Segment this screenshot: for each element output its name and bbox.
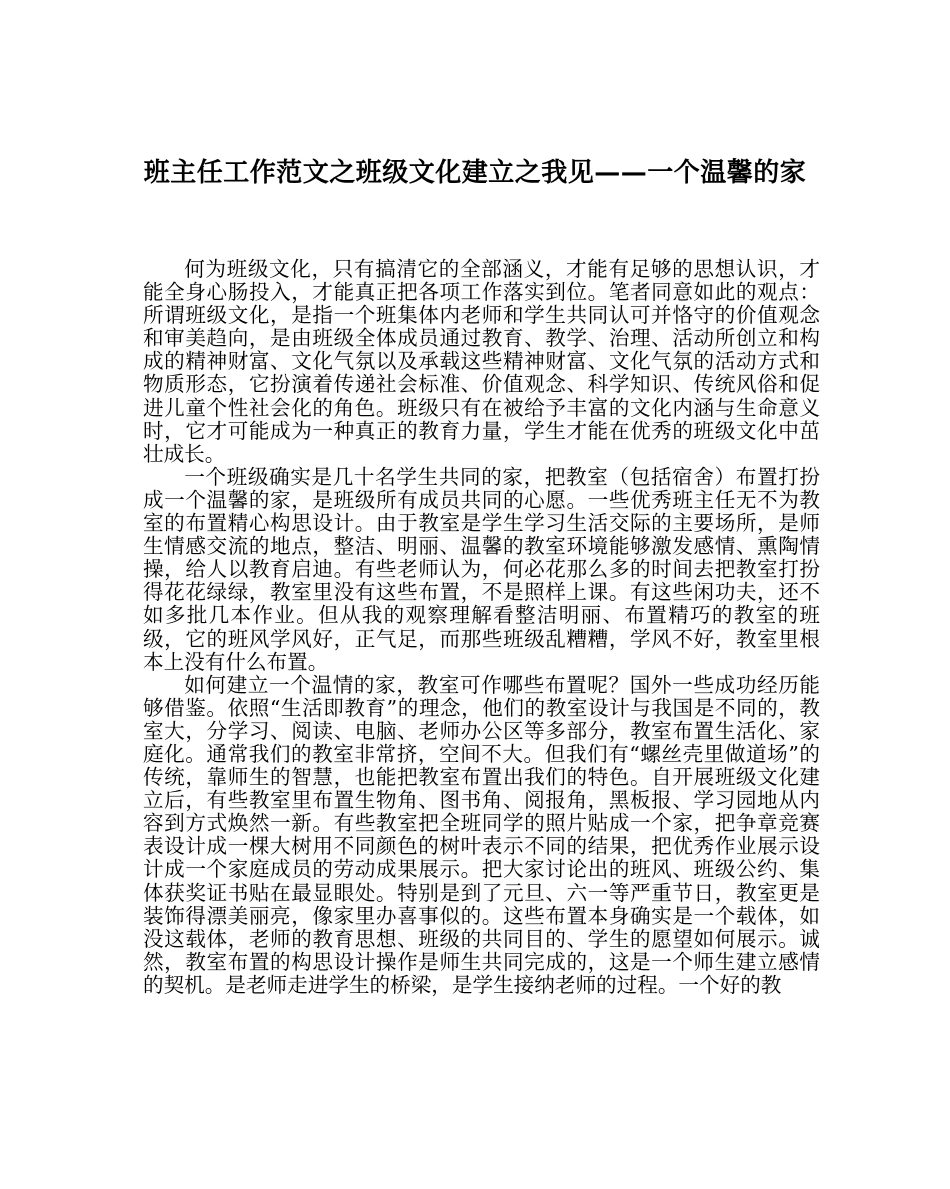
paragraph-2: 一个班级确实是几十名学生共同的家，把教室（包括宿舍）布置打扮成一个温馨的家，是班级所有成员共同的心愿。一些优秀班主任无不为教室的布置精心构思设计。由于教室是学生学习生活交际的主要场所，是师生情感交流的地点，整洁、明丽、温馨的教室环境能够激发感情、熏陶情操，给人以教育启迪。有些老师认为，何必花那么多的时间去把教室打扮得花花绿绿，教室里没有这些布置，不是照样上课。有这些闲功夫，还不如多批几本作业。但从我的观察理解看整洁明丽、布置精巧的教室的班级，它的班风学风好，正气足，而那些班级乱糟糟，学风不好，教室里根本上没有什么布置。 xyxy=(143,464,820,674)
paragraph-3: 如何建立一个温情的家，教室可作哪些布置呢？国外一些成功经历能够借鉴。依照“生活即教育”的理念，他们的教室设计与我国是不同的，教室大，分学习、阅读、电脑、老师办公区等多部分，教室布置生活化、家庭化。通常我们的教室非常挤，空间不大。但我们有“螺丝壳里做道场”的传统，靠师生的智慧，也能把教室布置出我们的特色。自开展班级文化建立后，有些教室里布置生物角、图书角、阅报角，黑板报、学习园地从内容到方式焕然一新。有些教室把全班同学的照片贴成一个家，把争章竞赛表设计成一棵大树用不同颜色的树叶表示不同的结果，把优秀作业展示设计成一个家庭成员的劳动成果展示。把大家讨论出的班风、班级公约、集体获奖证书贴在最显眼处。特别是到了元旦、六一等严重节日，教室更是装饰得漂美丽亮，像家里办喜事似的。这些布置本身确实是一个载体，如没这载体，老师的教育思想、班级的共同目的、学生的愿望如何展示。诚然，教室布置的构思设计操作是师生共同完成的，这是一个师生建立感情的契机。是老师走进学生的桥梁，是学生接纳老师的过程。一个好的教 xyxy=(143,672,820,997)
paragraph-1: 何为班级文化，只有搞清它的全部涵义，才能有足够的思想认识，才能全身心肠投入，才能真正把各项工作落实到位。笔者同意如此的观点：所谓班级文化，是指一个班集体内老师和学生共同认可并恪守的价值观念和审美趋向，是由班级全体成员通过教育、教学、治理、活动所创立和构成的精神财富、文化气氛以及承载这些精神财富、文化气氛的活动方式和物质形态，它扮演着传递社会标准、价值观念、科学知识、传统风俗和促进儿童个性社会化的角色。班级只有在被给予丰富的文化内涵与生命意义时，它才可能成为一种真正的教育力量，学生才能在优秀的班级文化中茁壮成长。 xyxy=(143,257,820,466)
document-title: 班主任工作范文之班级文化建立之我见——一个温馨的家 xyxy=(143,158,807,189)
document-body xyxy=(143,258,820,997)
